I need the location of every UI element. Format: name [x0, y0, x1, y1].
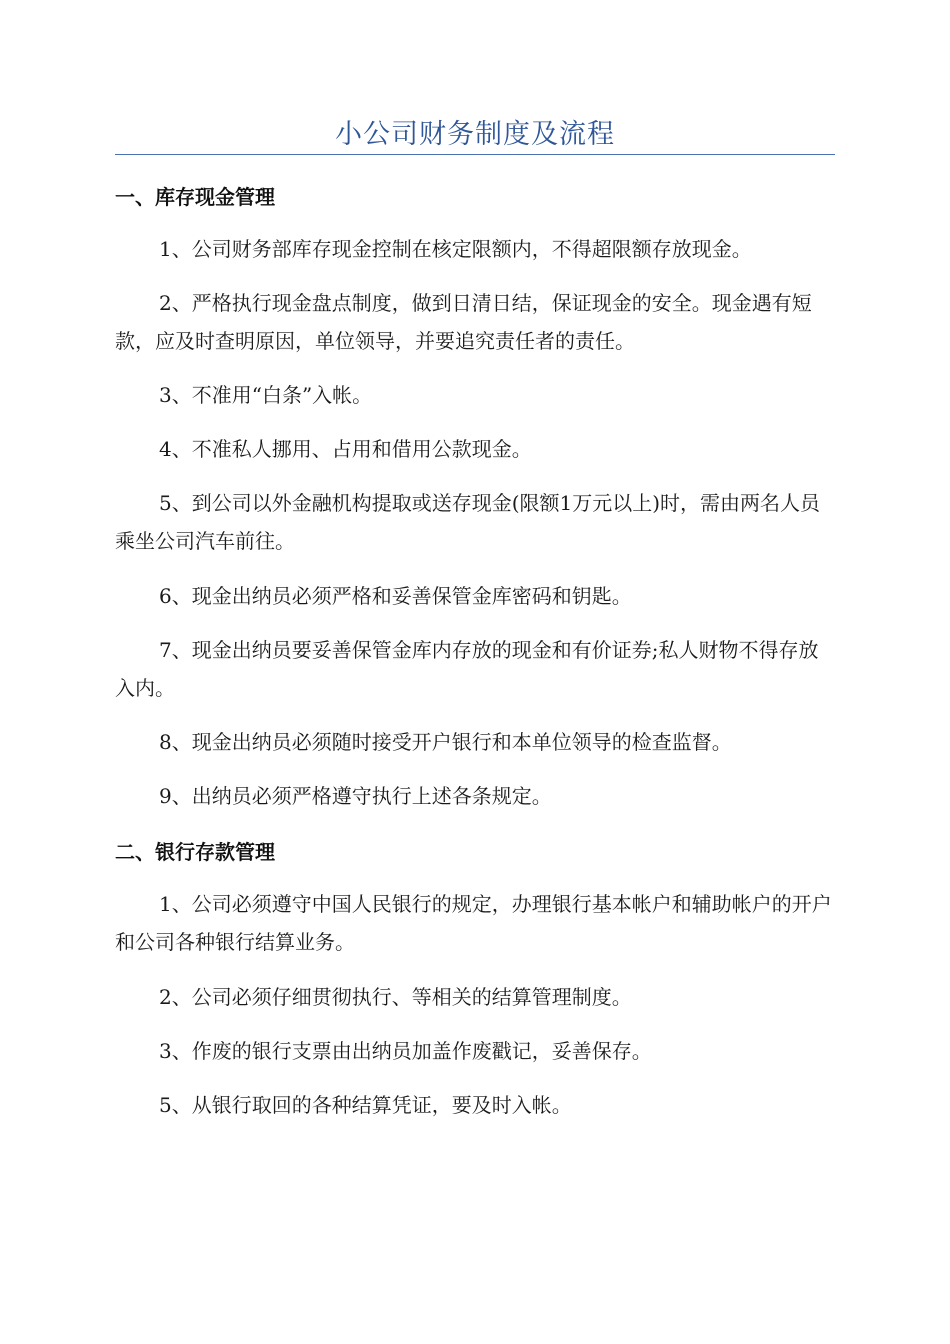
paragraph: 3、不准用“白条”入帐。: [159, 383, 373, 407]
paragraph: 4、不准私人挪用、占用和借用公款现金。: [159, 437, 532, 461]
paragraph: 9、出纳员必须严格遵守执行上述各条规定。: [159, 784, 552, 808]
paragraph: 1、公司必须遵守中国人民银行的规定，办理银行基本帐户和辅助帐户的开户和公司各种银行结算业务。: [115, 892, 832, 954]
paragraph: 3、作废的银行支票由出纳员加盖作废戳记，妥善保存。: [159, 1039, 652, 1063]
section-heading-cash: 一、库存现金管理: [115, 185, 275, 209]
paragraph: 1、公司财务部库存现金控制在核定限额内，不得超限额存放现金。: [159, 237, 752, 261]
section-heading-bank: 二、银行存款管理: [115, 840, 275, 864]
paragraph: 8、现金出纳员必须随时接受开户银行和本单位领导的检查监督。: [159, 730, 732, 754]
paragraph: 5、到公司以外金融机构提取或送存现金(限额1万元以上)时，需由两名人员乘坐公司汽车前往。: [115, 491, 821, 553]
paragraph: 6、现金出纳员必须严格和妥善保管金库密码和钥匙。: [159, 584, 632, 608]
document-title: 小公司财务制度及流程: [335, 119, 615, 150]
paragraph: 7、现金出纳员要妥善保管金库内存放的现金和有价证券;私人财物不得存放入内。: [115, 638, 819, 700]
paragraph: 2、公司必须仔细贯彻执行、等相关的结算管理制度。: [159, 985, 632, 1009]
paragraph: 5、从银行取回的各种结算凭证，要及时入帐。: [159, 1093, 572, 1117]
paragraph: 2、严格执行现金盘点制度，做到日清日结，保证现金的安全。现金遇有短款，应及时查明原因，单位领导，并要追究责任者的责任。: [115, 291, 812, 353]
title-underline: [115, 154, 835, 155]
